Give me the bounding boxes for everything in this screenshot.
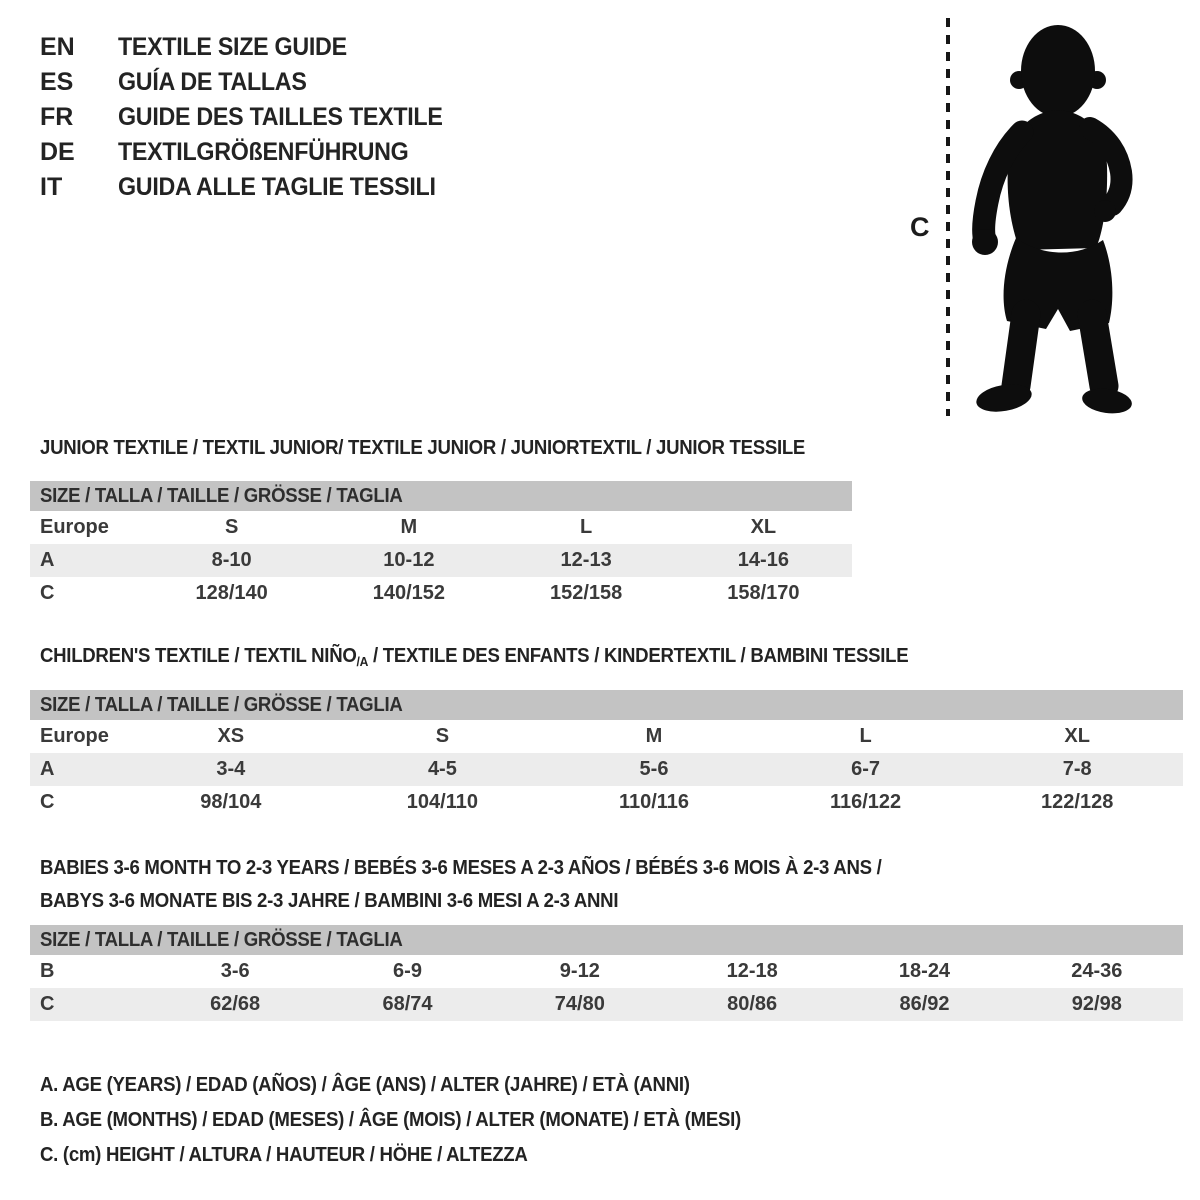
guide-title-fr: GUIDE DES TAILLES TEXTILE	[118, 103, 443, 131]
language-code: IT	[40, 173, 63, 201]
size-cell: 152/158	[549, 582, 623, 604]
size-table-header-text: SIZE / TALLA / TAILLE / GRÖSSE / TAGLIA	[40, 694, 403, 716]
babies-title-line1: BABIES 3-6 MONTH TO 2-3 YEARS / BEBÉS 3-6 MESES A 2-3 AÑOS / BÉBÉS 3-6 MOIS À 2-3 ANS /	[40, 857, 882, 879]
children-size-table	[30, 690, 1183, 819]
language-row-es	[40, 65, 467, 100]
language-row-fr	[40, 100, 467, 135]
size-cell: 4-5	[427, 758, 457, 780]
row-label: B	[40, 960, 55, 982]
row-label: A	[40, 549, 55, 571]
children-title-sub: /A	[356, 654, 369, 669]
junior-row-c	[30, 577, 852, 610]
size-cell: 116/122	[829, 791, 902, 813]
row-label: Europe	[40, 725, 109, 747]
guide-title-en: TEXTILE SIZE GUIDE	[118, 33, 347, 61]
size-table-header-bar	[30, 690, 1183, 720]
size-cell: 10-12	[383, 549, 435, 571]
row-label: C	[40, 993, 55, 1015]
height-measure-label: C	[910, 212, 930, 242]
legend-line-a	[40, 1068, 794, 1103]
height-measure-dashed-line	[946, 18, 950, 416]
junior-row-a	[30, 544, 852, 577]
size-cell: 8-10	[211, 549, 252, 571]
babies-section-title	[40, 852, 945, 918]
legend-line-c-text: C. (cm) HEIGHT / ALTURA / HAUTEUR / HÖHE / ALTEZZA	[40, 1144, 528, 1166]
size-table-header-text: SIZE / TALLA / TAILLE / GRÖSSE / TAGLIA	[40, 929, 403, 951]
size-cell: 18-24	[898, 960, 951, 982]
size-cell: XL	[750, 516, 777, 538]
legend-line-b-text: B. AGE (MONTHS) / EDAD (MESES) / ÂGE (MOIS) / ALTER (MONATE) / ETÀ (MESI)	[40, 1109, 741, 1131]
children-section-title-text	[40, 644, 908, 674]
size-cell: XL	[1064, 725, 1090, 747]
toddler-silhouette-icon	[966, 14, 1136, 420]
size-cell: 122/128	[1041, 791, 1114, 813]
children-title-pre: CHILDREN'S TEXTILE / TEXTIL NIÑO	[40, 645, 357, 667]
size-cell: 6-9	[393, 960, 422, 982]
size-cell: 158/170	[727, 582, 800, 604]
children-row-europe	[30, 720, 1183, 753]
language-code: DE	[40, 138, 75, 166]
size-cell: 80/86	[727, 993, 778, 1015]
size-cell: 140/152	[372, 582, 446, 604]
size-cell: S	[435, 725, 450, 747]
size-cell: 24-36	[1071, 960, 1123, 982]
junior-section-title	[40, 436, 863, 460]
babies-size-table	[30, 925, 1183, 1021]
language-row-en	[40, 30, 467, 65]
size-cell: 86/92	[899, 993, 950, 1015]
children-row-c	[30, 786, 1183, 819]
language-row-it	[40, 170, 467, 205]
babies-row-c	[30, 988, 1183, 1021]
size-cell: S	[224, 516, 239, 538]
size-table-header-text: SIZE / TALLA / TAILLE / GRÖSSE / TAGLIA	[40, 485, 403, 507]
size-cell: L	[859, 725, 872, 747]
size-cell: 14-16	[737, 549, 789, 571]
language-title-block	[40, 30, 467, 205]
children-section-title	[40, 644, 974, 674]
size-cell: 5-6	[639, 758, 669, 780]
language-code: EN	[40, 33, 75, 61]
size-table-header-bar	[30, 481, 852, 511]
size-cell: XS	[217, 725, 245, 747]
guide-title-es: GUÍA DE TALLAS	[118, 68, 307, 96]
children-title-post: / TEXTILE DES ENFANTS / KINDERTEXTIL / BAMBINI TESSILE	[368, 645, 909, 667]
legend-block	[40, 1068, 794, 1173]
size-cell: 62/68	[210, 993, 261, 1015]
legend-line-a-text: A. AGE (YEARS) / EDAD (AÑOS) / ÂGE (ANS) / ALTER (JAHRE) / ETÀ (ANNI)	[40, 1074, 690, 1096]
size-cell: L	[580, 516, 593, 538]
row-label: C	[40, 582, 55, 604]
size-cell: 12-18	[726, 960, 778, 982]
legend-line-c	[40, 1138, 794, 1173]
size-cell: 74/80	[554, 993, 605, 1015]
size-cell: 6-7	[851, 758, 881, 780]
size-cell: 98/104	[200, 791, 262, 813]
size-cell: M	[645, 725, 663, 747]
size-cell: 3-4	[216, 758, 246, 780]
row-label: C	[40, 791, 55, 813]
size-cell: 12-13	[560, 549, 612, 571]
size-table-header-bar	[30, 925, 1183, 955]
size-cell: 3-6	[220, 960, 250, 982]
children-row-a	[30, 753, 1183, 786]
size-cell: 7-8	[1062, 758, 1092, 780]
legend-line-b	[40, 1103, 794, 1138]
size-cell: 9-12	[559, 960, 600, 982]
language-code: ES	[40, 68, 74, 96]
babies-row-b	[30, 955, 1183, 988]
junior-section-title-text: JUNIOR TEXTILE / TEXTIL JUNIOR/ TEXTILE JUNIOR / JUNIORTEXTIL / JUNIOR TESSILE	[40, 437, 806, 459]
row-label: Europe	[40, 516, 109, 538]
language-code: FR	[40, 103, 74, 131]
size-cell: M	[400, 516, 418, 538]
babies-title-line2: BABYS 3-6 MONATE BIS 2-3 JAHRE / BAMBINI 3-6 MESI A 2-3 ANNI	[40, 890, 619, 912]
size-cell: 128/140	[195, 582, 268, 604]
size-cell: 110/116	[618, 791, 690, 813]
guide-title-it: GUIDA ALLE TAGLIE TESSILI	[118, 173, 436, 201]
language-row-de	[40, 135, 467, 170]
size-cell: 68/74	[382, 993, 433, 1015]
junior-row-europe	[30, 511, 852, 544]
size-cell: 92/98	[1071, 993, 1122, 1015]
junior-size-table	[30, 481, 852, 610]
size-cell: 104/110	[406, 791, 478, 813]
guide-title-de: TEXTILGRÖßENFÜHRUNG	[118, 138, 409, 166]
row-label: A	[40, 758, 55, 780]
